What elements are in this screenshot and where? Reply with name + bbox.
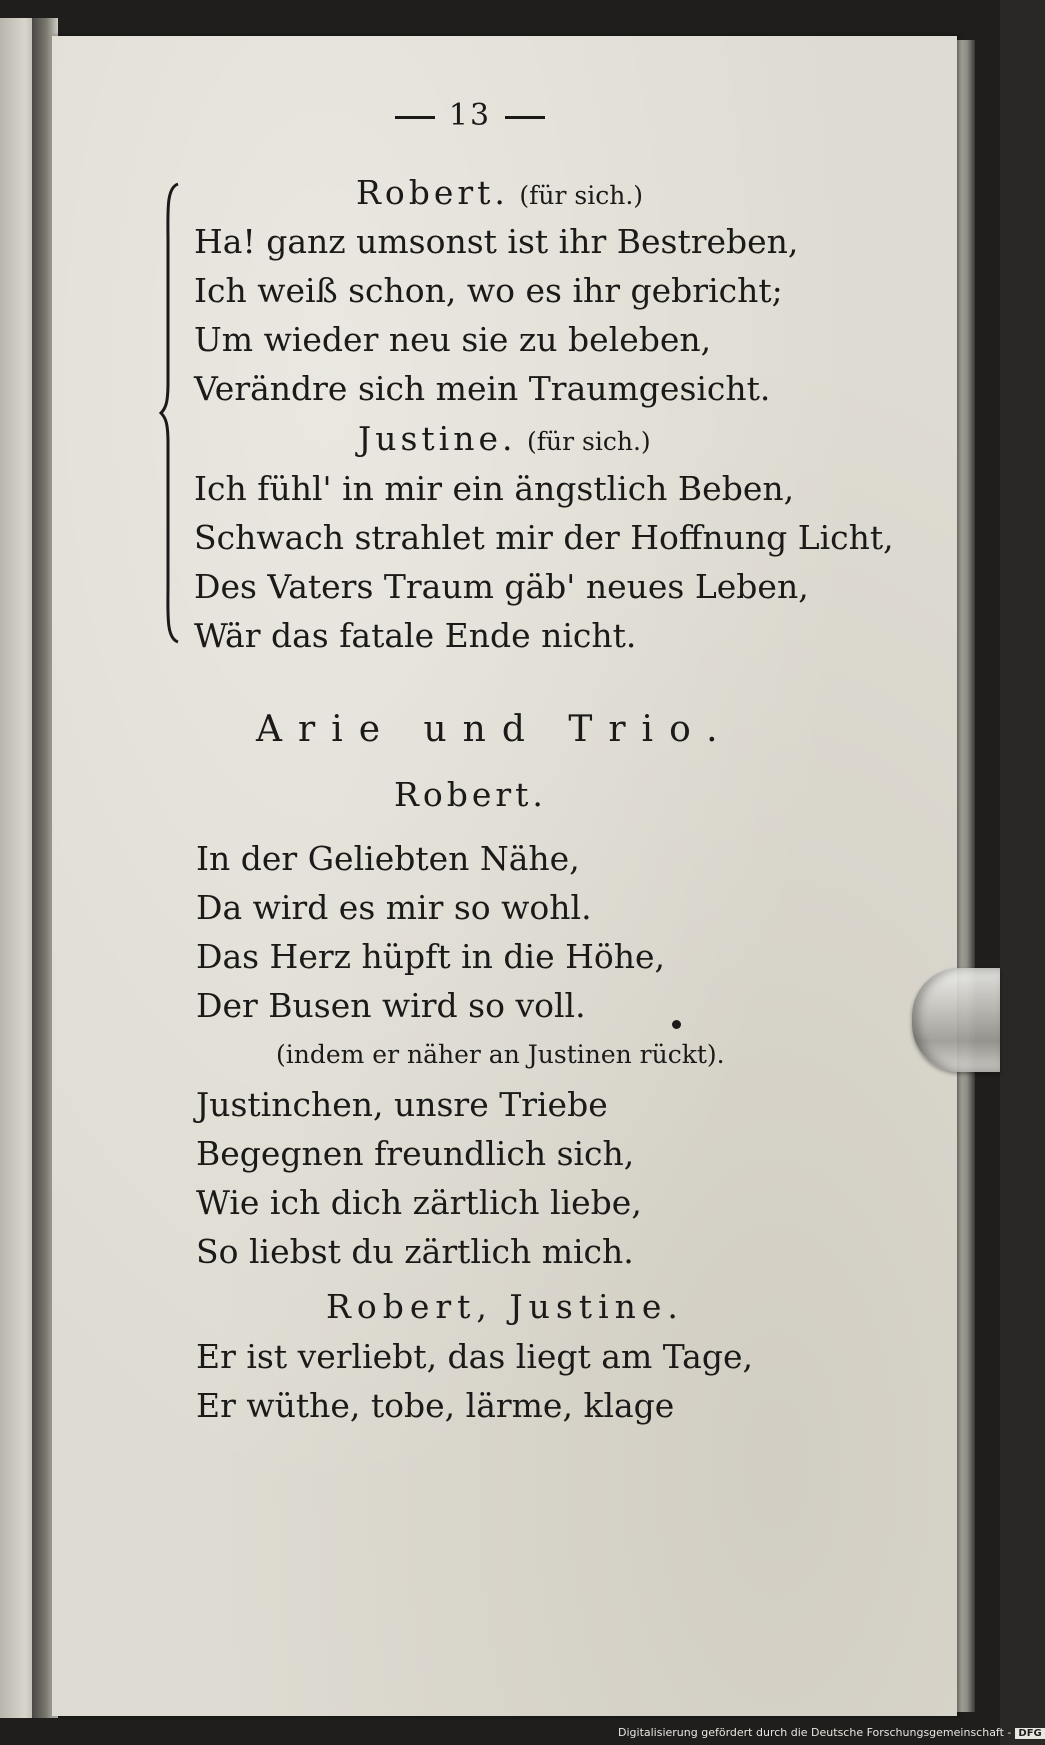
duet-brace [160, 182, 180, 644]
section-heading: Arie und Trio. [256, 709, 734, 750]
verse-line: Verändre sich mein Traumgesicht. [194, 369, 771, 408]
verse-line: Wie ich dich zärtlich liebe, [196, 1183, 642, 1222]
page-stack-edge [955, 40, 975, 1712]
speaker-name: Robert. [356, 173, 509, 212]
page-holder-clip [912, 968, 1000, 1072]
verse-line: Um wieder neu sie zu beleben, [194, 320, 712, 359]
verse-line: In der Geliebten Nähe, [196, 839, 580, 878]
verse-line: Wär das fatale Ende nicht. [194, 616, 637, 655]
verse-line: Er ist verliebt, das liegt am Tage, [196, 1337, 754, 1376]
verse-line: Ich weiß schon, wo es ihr gebricht; [194, 271, 783, 310]
aside-direction: (für sich.) [527, 427, 651, 456]
verse-line: Er wüthe, tobe, lärme, klage [196, 1386, 675, 1425]
aside-direction: (für sich.) [519, 181, 644, 210]
dfg-logo: DFG [1015, 1728, 1044, 1739]
ink-speck [672, 1020, 681, 1029]
verse-line: Ha! ganz umsonst ist ihr Bestreben, [194, 222, 799, 261]
verse-line: Ich fühl' in mir ein ängstlich Beben, [194, 469, 795, 508]
digitization-credit [618, 1726, 1045, 1739]
page-number-dash-right [505, 116, 545, 119]
speaker-robert-line [356, 173, 644, 212]
verse-line: Schwach strahlet mir der Hoffnung Licht, [194, 518, 894, 557]
verse-line: So liebst du zärtlich mich. [196, 1232, 634, 1271]
speaker-name: Justine. [358, 419, 517, 458]
credit-text: Digitalisierung gefördert durch die Deutsche Forschungsgemeinschaft - [618, 1726, 1012, 1739]
verse-line: Des Vaters Traum gäb' neues Leben, [194, 567, 809, 606]
verse-line: Da wird es mir so wohl. [196, 888, 592, 927]
speaker-names: Robert, Justine. [326, 1287, 684, 1326]
speaker-justine-line [358, 419, 651, 458]
page-number-value: 13 [448, 98, 492, 133]
verse-line: Der Busen wird so voll. [196, 986, 586, 1025]
verse-line: Justinchen, unsre Triebe [196, 1085, 608, 1124]
page-number [360, 98, 580, 133]
verse-line: Begegnen freundlich sich, [196, 1134, 635, 1173]
page-number-dash-left [395, 116, 435, 119]
verse-line: Das Herz hüpft in die Höhe, [196, 937, 666, 976]
speaker-name: Robert. [394, 775, 547, 814]
stage-direction: (indem er näher an Justinen rückt). [276, 1040, 725, 1069]
